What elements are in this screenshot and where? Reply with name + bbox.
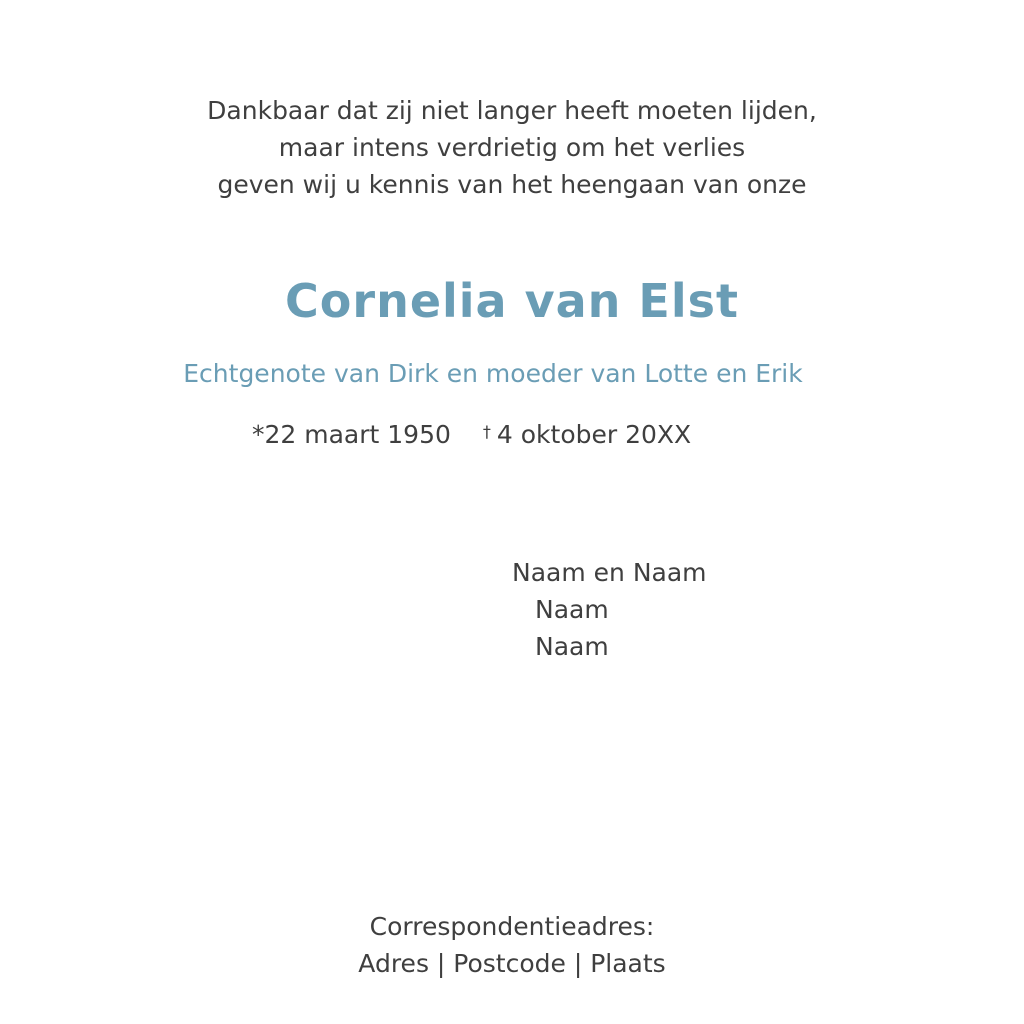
intro-line-2: maar intens verdrietig om het verlies [278, 133, 746, 162]
birth-date: *22 maart 1950 [252, 420, 451, 449]
intro-line-1: Dankbaar dat zij niet langer heeft moeten lijden, [207, 96, 817, 125]
survivor-line: Naam [535, 595, 609, 624]
correspondence-label: Correspondentieadres: [369, 912, 655, 941]
relation-line: Echtgenote van Dirk en moeder van Lotte en Erik [183, 359, 803, 388]
life-dates [252, 420, 691, 449]
correspondence-block [0, 908, 1024, 982]
correspondence-address: Adres | Postcode | Plaats [358, 949, 666, 978]
intro-line-3: geven wij u kennis van het heengaan van onze [217, 170, 807, 199]
survivors-list [512, 554, 707, 665]
survivor-line: Naam en Naam [512, 558, 707, 587]
cross-icon: † [482, 422, 491, 441]
death-date: 4 oktober 20XX [496, 420, 692, 449]
deceased-name: Cornelia van Elst [285, 274, 739, 328]
intro-text [0, 92, 1024, 203]
survivor-line: Naam [535, 632, 609, 661]
